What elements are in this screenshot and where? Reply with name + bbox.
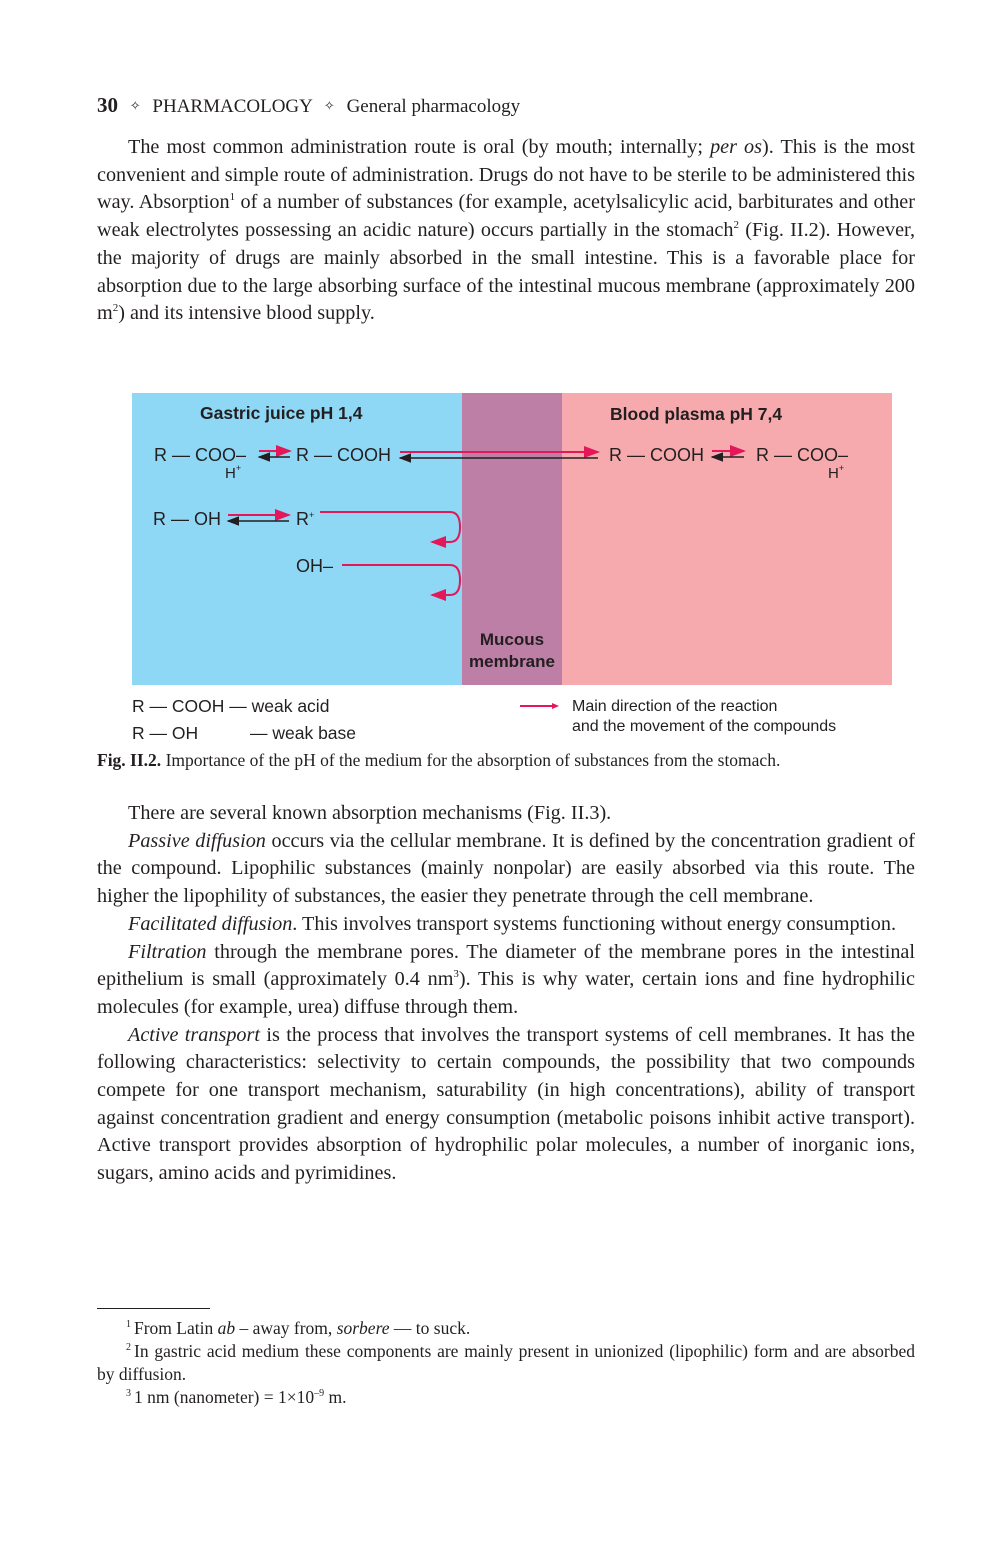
text-run: . This involves transport systems functioning without energy consumption.: [292, 912, 897, 935]
footnote-2: [97, 1340, 915, 1386]
legend-acid-desc: — weak acid: [229, 696, 330, 716]
text-run: of a number of substances (for example, acetylsalicylic acid, barbiturates and other weak electrolytes possessing an acidic nature) occurs partially in the stomach: [97, 191, 915, 242]
charge: +: [235, 463, 242, 473]
legend-weak-base: [132, 722, 356, 744]
mucous-label-line2: membrane: [469, 652, 555, 671]
text-run: 1 nm (nanometer) = 1×10: [134, 1387, 315, 1407]
paragraph-facilitated-diffusion: [97, 911, 915, 939]
mucous-label-line1: Mucous: [479, 630, 545, 649]
blood-plasma-label: Blood plasma pH 7,4: [610, 404, 783, 424]
legend-base-desc: — weak base: [250, 723, 357, 743]
charge: +: [309, 510, 315, 520]
footnotes: [97, 1317, 915, 1409]
text-run: — to suck.: [389, 1318, 471, 1338]
reaction-arrows: [132, 393, 892, 685]
gastric-juice-label: Gastric juice pH 1,4: [200, 403, 363, 423]
text-run: is the process that involves the transport systems of cell membranes. It has the following characteristics: selectivity to certain compounds, the possibility that two compounds compete for one transport mechanism, saturability (in high concentrations), ability of transport against concentration gradient and energy consumption (metabolic poisons inhibit active transport). Active transport provides absorption of hydrophilic polar molecules, a number of inorganic ions, sugars, amino acids and pyrimidines.: [97, 1023, 916, 1185]
text-run: – away from,: [235, 1318, 337, 1338]
footnote-divider: [97, 1308, 210, 1309]
italic-term: Filtration: [128, 940, 207, 963]
footnote-3: [97, 1386, 915, 1409]
text-run: From Latin: [134, 1318, 218, 1338]
text-run: The most common administration route is oral (by mouth; internally;: [128, 136, 711, 158]
paragraph-filtration: [97, 939, 915, 1022]
return-arrow-icon: [342, 565, 460, 595]
proton-symbol: H: [828, 465, 839, 482]
book-title: PHARMACOLOGY: [152, 96, 313, 117]
diamond-separator-icon: ✧: [323, 98, 335, 113]
paragraph-active-transport: [97, 1022, 915, 1188]
italic-term: sorbere: [336, 1318, 390, 1338]
italic-term: Passive diffusion: [128, 829, 266, 852]
equilibrium-arrow-icon: [712, 451, 744, 457]
italic-term: ab: [217, 1318, 236, 1338]
legend-arrow-icon: [520, 700, 560, 712]
figure-caption: [97, 749, 780, 771]
legend-acid-formula: R — COOH: [132, 696, 225, 716]
italic-term: per os: [710, 136, 762, 158]
charge: +: [838, 463, 845, 473]
text-run: m.: [324, 1387, 347, 1407]
gastric-weak-base: R — OH: [153, 509, 222, 529]
superscript: 2: [112, 302, 119, 315]
footnote-mark: 1: [126, 1319, 131, 1330]
footnote-ref[interactable]: 2: [733, 219, 739, 232]
return-arrow-icon: [320, 512, 460, 542]
text-run: ) and its intensive blood supply.: [118, 302, 375, 325]
page-number: 30: [97, 93, 118, 117]
running-head: [97, 92, 520, 120]
text-run: ). This is why water, certain ions and fine hydrophilic molecules (for example, urea) diffuse through them.: [97, 968, 915, 1018]
body-text-bottom: [97, 800, 915, 1188]
transmembrane-arrow-icon: [400, 452, 598, 458]
exponent: –9: [314, 1388, 325, 1399]
text-run: through the membrane pores. The diameter of the membrane pores in the intestinal epithelium is small (approximately 0.4 nm: [97, 940, 915, 991]
gastric-acid-unionized: R — COOH: [296, 445, 392, 465]
footnote-1: [97, 1317, 915, 1340]
paragraph-mechanisms: There are several known absorption mechanisms (Fig. II.3).: [128, 802, 612, 824]
footnote-ref[interactable]: 1: [229, 191, 236, 204]
text-run: occurs via the cellular membrane. It is defined by the concentration gradient of the compound. Lipophilic substances (mainly nonpolar) are easily absorbed via this route. The higher the lipophility of substances, the easier they penetrate through the cell membrane.: [97, 829, 915, 908]
legend-note-line1: Main direction of the reaction: [572, 698, 778, 715]
legend-note-line2: and the movement of the compounds: [572, 718, 837, 735]
legend-base-formula: R — OH: [132, 723, 199, 743]
equilibrium-arrow-icon: [228, 515, 289, 521]
blood-acid-unionized: R — COOH: [609, 445, 705, 465]
equilibrium-arrow-icon: [259, 451, 290, 457]
italic-term: Facilitated diffusion: [128, 912, 293, 935]
cation-symbol: R: [296, 509, 309, 529]
legend-arrow-note: [572, 697, 836, 737]
legend-weak-acid: [132, 695, 329, 717]
footnote-mark: 3: [126, 1388, 131, 1399]
paragraph-passive-diffusion: [97, 828, 915, 911]
caption-label: Fig. II.2.: [97, 750, 162, 770]
gastric-hydroxide: OH–: [296, 556, 334, 576]
text-run: ). This is the most convenient and simple route of administration. Drugs do not have to be sterile to be administered this way. Absorption: [97, 136, 915, 214]
text-run: (Fig. II.2). However, the majority of drugs are mainly absorbed in the small intestine. This is a favorable place for absorption due to the large absorbing surface of the intestinal mucous membrane (approximately 200 m: [97, 219, 915, 325]
italic-term: Active transport: [128, 1023, 260, 1046]
section-title: General pharmacology: [346, 96, 521, 117]
paragraph-oral-route: [97, 134, 915, 328]
figure-ph-absorption-diagram: [132, 393, 892, 685]
footnote-mark: 2: [126, 1342, 131, 1353]
footnote-ref[interactable]: 3: [453, 968, 459, 981]
proton-symbol: H: [225, 465, 236, 482]
diamond-separator-icon: ✧: [129, 98, 141, 113]
body-text-top: [97, 134, 915, 328]
text-run: In gastric acid medium these components are mainly present in unionized (lipophilic) form and are absorbed by diffusion.: [97, 1341, 915, 1384]
gastric-acid-ion: R — COO–: [154, 445, 247, 465]
blood-acid-ion: R — COO–: [756, 445, 849, 465]
caption-text: Importance of the pH of the medium for the absorption of substances from the stomach.: [161, 750, 781, 770]
